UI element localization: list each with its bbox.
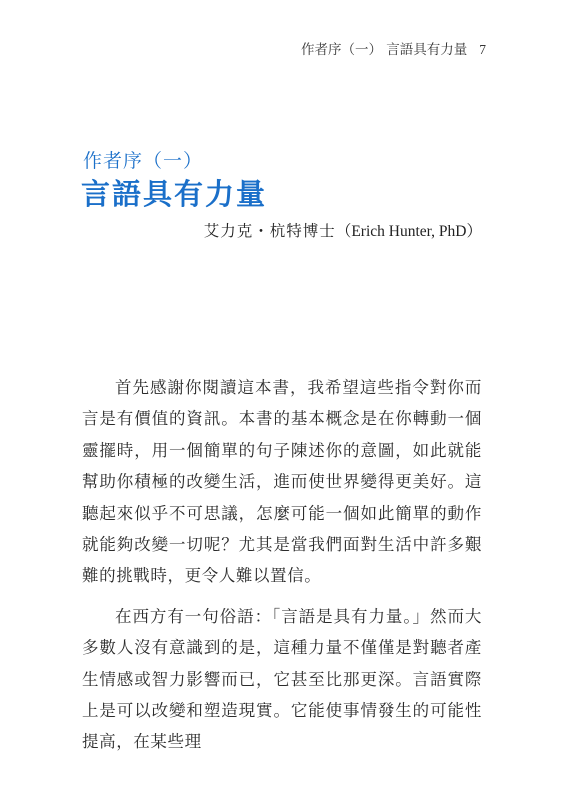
chapter-kicker: 作者序（一）: [83, 150, 204, 172]
paragraph: 首先感謝你閱讀這本書，我希望這些指令對你而言是有價值的資訊。本書的基本概念是在你轉動一個靈擺時，用一個簡單的句子陳述你的意圖，如此就能幫助你積極的改變生活，進而使世界變得更美好。這聽起來似乎不可思議，怎麼可能一個如此簡單的動作就能夠改變一切呢？尤其是當我們面對生活中許多艱難的挑戰時，更令人難以置信。: [82, 378, 482, 586]
author-name-chinese: 艾力克・杭特博士: [203, 222, 336, 240]
running-title: 作者序（一） 言語具有力量: [300, 42, 468, 58]
paragraph: 在西方有一句俗語：「言語是具有力量。」然而大多數人沒有意識到的是，這種力量不僅僅是對聽者產生情感或智力影響而已，它甚至比那更深。言語實際上是可以改變和塑造現實。它能使事情發生的可能性提高，在某些理: [82, 606, 482, 752]
author-name-english: （Erich Hunter, PhD）: [335, 223, 482, 240]
chapter-title: 言語具有力量: [81, 177, 268, 211]
author-line: [204, 219, 482, 241]
body-text: [82, 372, 482, 767]
page-number: 7: [479, 42, 486, 57]
running-header: [301, 38, 486, 58]
